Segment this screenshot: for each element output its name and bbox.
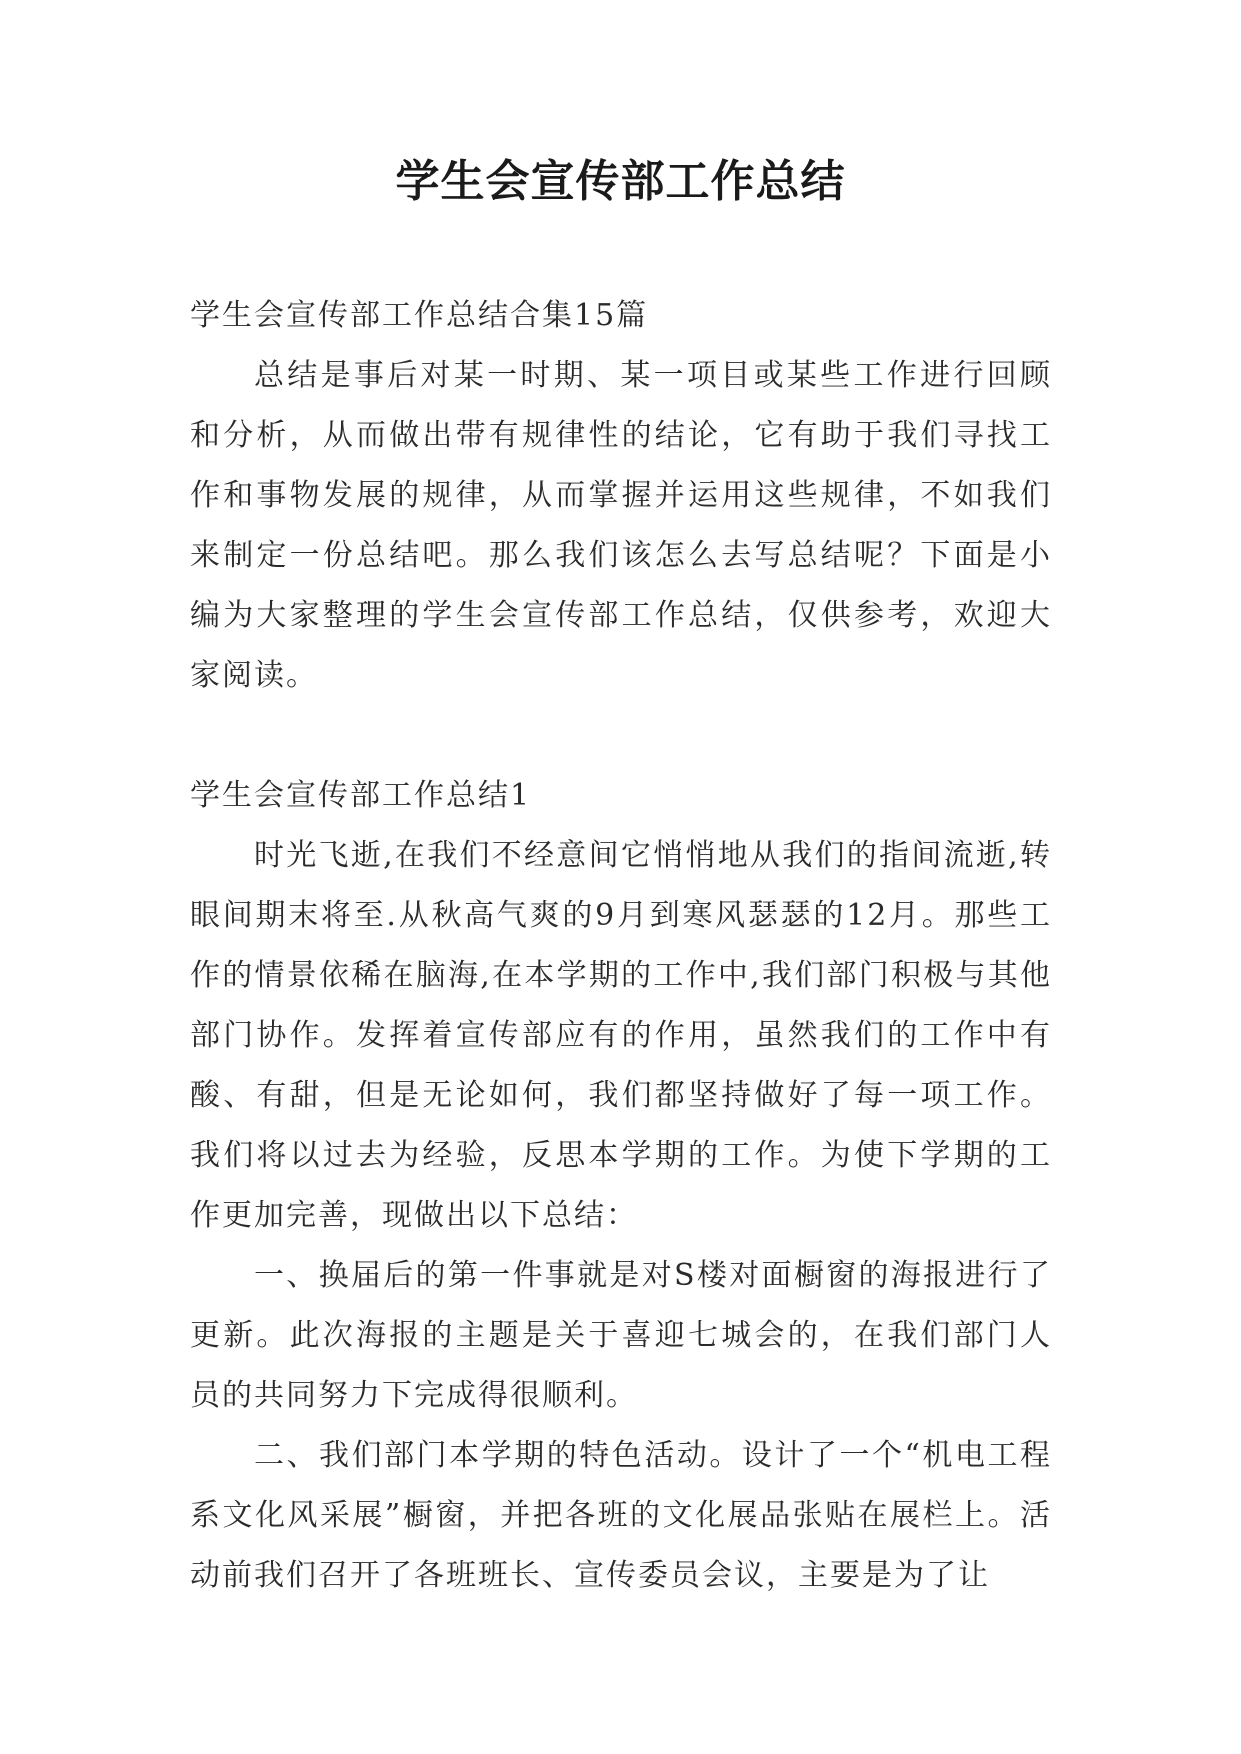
intro-paragraph: 总结是事后对某一时期、某一项目或某些工作进行回顾和分析，从而做出带有规律性的结论，它有助于我们寻找工作和事物发展的规律，从而掌握并运用这些规律，不如我们来制定一份总结吧。那么我们该怎么去写总结呢？下面是小编为大家整理的学生会宣传部工作总结，仅供参考，欢迎大家阅读。 xyxy=(190,358,1052,693)
collection-heading: 学生会宣传部工作总结合集15篇 xyxy=(190,298,649,333)
section-heading: 学生会宣传部工作总结1 xyxy=(190,778,532,813)
section-spacer xyxy=(190,706,1052,766)
body-paragraph: 二、我们部门本学期的特色活动。设计了一个“机电工程系文化风采展”橱窗，并把各班的文化展品张贴在展栏上。活动前我们召开了各班班长、宣传委员会议，主要是为了让 xyxy=(190,1438,1052,1593)
body-paragraph: 时光飞逝,在我们不经意间它悄悄地从我们的指间流逝,转眼间期末将至.从秋高气爽的9月到寒风瑟瑟的12月。那些工作的情景依稀在脑海,在本学期的工作中,我们部门积极与其他部门协作。发挥着宣传部应有的作用，虽然我们的工作中有酸、有甜，但是无论如何，我们都坚持做好了每一项工作。我们将以过去为经验，反思本学期的工作。为使下学期的工作更加完善，现做出以下总结： xyxy=(190,838,1052,1233)
document-body xyxy=(190,286,1052,1606)
document-title: 学生会宣传部工作总结 xyxy=(395,156,846,207)
body-paragraph: 一、换届后的第一件事就是对S楼对面橱窗的海报进行了更新。此次海报的主题是关于喜迎七城会的，在我们部门人员的共同努力下完成得很顺利。 xyxy=(190,1258,1052,1413)
